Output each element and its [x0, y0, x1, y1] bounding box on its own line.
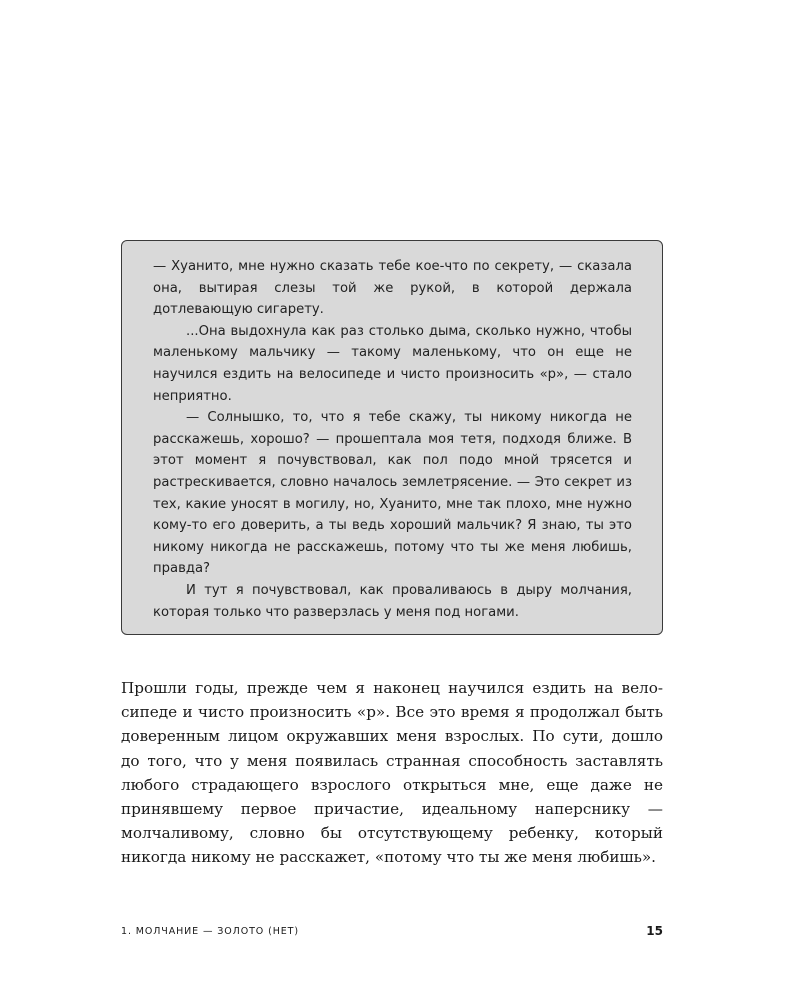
quote-paragraph-4: И тут я почувствовал, как проваливаюсь в дыру молчания, которая только что разверзлась у меня под ногами. [153, 582, 632, 620]
body-paragraph: Прошли годы, прежде чем я наконец научился ездить на велосипеде и чисто произносить «р». Все это время я продолжал быть доверенным лицом окружавших меня взрослых. По сути, дошло до того, что у меня появилась странная способность заставлять любого страдающего взрослого открыться мне, еще даже не принявшему первое причастие, идеальному наперснику — молчаливому, словно бы отсутствующему ребенку, который никогда никому не расскажет, «потому что ты же меня любишь». [121, 679, 663, 867]
page-footer [121, 924, 663, 942]
body-text [121, 676, 663, 870]
quote-paragraph-3: — Солнышко, то, что я тебе скажу, ты никому никогда не расскажешь, хорошо? — прошептала моя тетя, подходя ближе. В этот момент я почувствовал, как пол подо мной трясется и растрескивается, словно началось землетрясение. — Это секрет из тех, какие уносят в могилу, но, Хуанито, мне так плохо, мне нужно кому-то его доверить, а ты ведь хороший мальчик? Я знаю, ты это никому никогда не расскажешь, потому что ты же меня любишь, правда? [153, 410, 632, 577]
quote-box [121, 240, 663, 635]
page-number: 15 [646, 924, 663, 938]
quote-paragraph-2: ...Она выдохнула как раз столько дыма, сколько нужно, чтобы маленькому мальчику — такому маленькому, что он еще не научился ездить на велосипеде и чисто произносить «р», — стало неприятно. [153, 323, 632, 404]
quote-paragraph-1: — Хуанито, мне нужно сказать тебе кое-что по секрету, — сказала она, вытирая слезы той же рукой, в которой держала дотлевающую сигарету. [153, 259, 632, 318]
running-head: 1. МОЛЧАНИЕ — ЗОЛОТО (НЕТ) [121, 926, 299, 937]
